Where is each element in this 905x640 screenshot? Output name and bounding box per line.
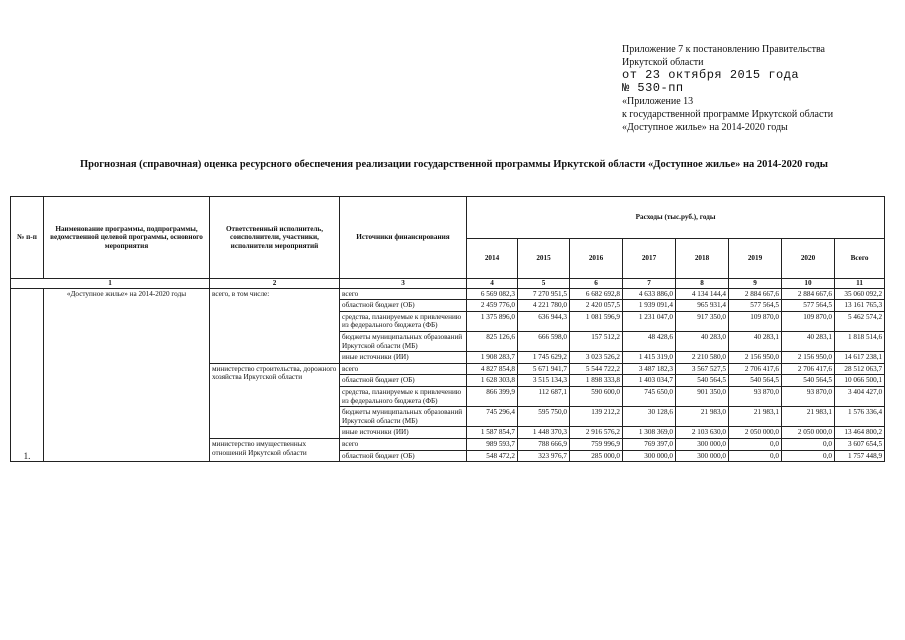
value-cell: 540 564,5	[676, 375, 729, 387]
value-cell: 40 283,0	[676, 331, 729, 351]
column-number: 10	[782, 279, 835, 289]
value-cell: 2 050 000,0	[729, 427, 782, 439]
value-cell: 3 567 527,5	[676, 363, 729, 375]
header-year: 2020	[782, 239, 835, 279]
header-year: 2019	[729, 239, 782, 279]
source-cell: всего	[340, 438, 467, 450]
value-cell: 139 212,2	[570, 407, 623, 427]
value-cell: 590 600,0	[570, 386, 623, 406]
column-number: 4	[467, 279, 518, 289]
value-cell: 5 544 722,2	[570, 363, 623, 375]
value-cell: 21 983,0	[676, 407, 729, 427]
column-number: 1	[11, 279, 210, 289]
value-cell: 4 827 854,8	[467, 363, 518, 375]
table-row	[11, 288, 885, 300]
value-cell: 1 415 319,0	[623, 352, 676, 364]
value-cell: 788 666,9	[518, 438, 570, 450]
value-cell: 157 512,2	[570, 331, 623, 351]
executor-cell: всего, в том числе:	[210, 288, 340, 363]
value-cell: 10 066 500,1	[835, 375, 885, 387]
value-cell: 1 908 283,7	[467, 352, 518, 364]
document-title: Прогнозная (справочная) оценка ресурсного обеспечения реализации государственной программы Иркутской области «Доступное жилье» на 2014-2020 годы	[80, 159, 828, 170]
value-cell: 1 375 896,0	[467, 311, 518, 331]
executor-cell: министерство строительства, дорожного хозяйства Иркутской области	[210, 363, 340, 438]
source-cell: иные источники (ИИ)	[340, 427, 467, 439]
column-number: 9	[729, 279, 782, 289]
header-year: 2016	[570, 239, 623, 279]
value-cell: 636 944,3	[518, 311, 570, 331]
value-cell: 4 134 144,4	[676, 288, 729, 300]
value-cell: 109 870,0	[729, 311, 782, 331]
value-cell: 5 671 941,7	[518, 363, 570, 375]
value-cell: 21 983,1	[729, 407, 782, 427]
value-cell: 14 617 238,1	[835, 352, 885, 364]
value-cell: 5 462 574,2	[835, 311, 885, 331]
source-cell: бюджеты муниципальных образований Иркутской области (МБ)	[340, 407, 467, 427]
value-cell: 0,0	[782, 438, 835, 450]
value-cell: 1 818 514,6	[835, 331, 885, 351]
header-executor: Ответственный исполнитель, соисполнители, участники, исполнители мероприятий	[210, 197, 340, 279]
value-cell: 3 023 526,2	[570, 352, 623, 364]
value-cell: 6 569 082,3	[467, 288, 518, 300]
value-cell: 548 472,2	[467, 450, 518, 462]
appendix-header	[622, 43, 833, 134]
value-cell: 3 487 182,3	[623, 363, 676, 375]
row-number: 1.	[11, 288, 44, 462]
value-cell: 540 564,5	[782, 375, 835, 387]
value-cell: 40 283,1	[782, 331, 835, 351]
value-cell: 35 060 092,2	[835, 288, 885, 300]
value-cell: 1 939 091,4	[623, 300, 676, 312]
header-expenses: Расходы (тыс.руб.), годы	[467, 197, 885, 239]
value-cell: 2 706 417,6	[782, 363, 835, 375]
value-cell: 2 706 417,6	[729, 363, 782, 375]
value-cell: 2 156 950,0	[729, 352, 782, 364]
value-cell: 1 757 448,9	[835, 450, 885, 462]
value-cell: 1 745 629,2	[518, 352, 570, 364]
value-cell: 13 161 765,3	[835, 300, 885, 312]
appendix-line-6: к государственной программе Иркутской области	[622, 109, 834, 120]
value-cell: 1 231 047,0	[623, 311, 676, 331]
header-sources: Источники финансирования	[340, 197, 467, 279]
value-cell: 21 983,1	[782, 407, 835, 427]
value-cell: 901 350,0	[676, 386, 729, 406]
value-cell: 1 403 034,7	[623, 375, 676, 387]
column-number: 6	[570, 279, 623, 289]
value-cell: 285 000,0	[570, 450, 623, 462]
source-cell: средства, планируемые к привлечению из федерального бюджета (ФБ)	[340, 386, 467, 406]
value-cell: 93 870,0	[782, 386, 835, 406]
header-year: 2018	[676, 239, 729, 279]
value-cell: 2 103 630,0	[676, 427, 729, 439]
value-cell: 2 884 667,6	[729, 288, 782, 300]
value-cell: 112 687,1	[518, 386, 570, 406]
value-cell: 745 650,0	[623, 386, 676, 406]
value-cell: 323 976,7	[518, 450, 570, 462]
value-cell: 989 593,7	[467, 438, 518, 450]
source-cell: областной бюджет (ОБ)	[340, 300, 467, 312]
column-number: 11	[835, 279, 885, 289]
column-number: 3	[340, 279, 467, 289]
value-cell: 48 428,6	[623, 331, 676, 351]
source-cell: областной бюджет (ОБ)	[340, 375, 467, 387]
column-number: 8	[676, 279, 729, 289]
executor-cell: министерство имущественных отношений Иркутской области	[210, 438, 340, 461]
value-cell: 1 448 370,3	[518, 427, 570, 439]
value-cell: 300 000,0	[623, 450, 676, 462]
value-cell: 577 564,5	[729, 300, 782, 312]
appendix-line-5: «Приложение 13	[622, 96, 694, 107]
value-cell: 7 270 951,5	[518, 288, 570, 300]
resource-table	[10, 196, 885, 462]
column-number: 5	[518, 279, 570, 289]
value-cell: 2 884 667,6	[782, 288, 835, 300]
value-cell: 109 870,0	[782, 311, 835, 331]
value-cell: 3 404 427,0	[835, 386, 885, 406]
header-year: 2015	[518, 239, 570, 279]
value-cell: 30 128,6	[623, 407, 676, 427]
source-cell: средства, планируемые к привлечению из федерального бюджета (ФБ)	[340, 311, 467, 331]
value-cell: 2 210 580,0	[676, 352, 729, 364]
value-cell: 300 000,0	[676, 438, 729, 450]
value-cell: 6 682 692,8	[570, 288, 623, 300]
value-cell: 4 221 780,0	[518, 300, 570, 312]
value-cell: 759 996,9	[570, 438, 623, 450]
value-cell: 13 464 800,2	[835, 427, 885, 439]
appendix-number: № 530-пп	[622, 81, 684, 95]
value-cell: 595 750,0	[518, 407, 570, 427]
header-year: 2017	[623, 239, 676, 279]
header-name: Наименование программы, подпрограммы, ведомственной целевой программы, основного мероприятия	[44, 197, 210, 279]
value-cell: 1 081 596,9	[570, 311, 623, 331]
appendix-line-7: «Доступное жилье» на 2014-2020 годы	[622, 122, 788, 133]
value-cell: 2 420 057,5	[570, 300, 623, 312]
appendix-line-1: Приложение 7 к постановлению Правительства	[622, 44, 825, 55]
value-cell: 28 512 063,7	[835, 363, 885, 375]
header-num: № п-п	[11, 197, 44, 279]
value-cell: 3 515 134,3	[518, 375, 570, 387]
source-cell: всего	[340, 288, 467, 300]
appendix-date: от 23 октября 2015 года	[622, 68, 800, 82]
value-cell: 866 399,9	[467, 386, 518, 406]
value-cell: 93 870,0	[729, 386, 782, 406]
value-cell: 2 459 776,0	[467, 300, 518, 312]
value-cell: 3 607 654,5	[835, 438, 885, 450]
header-year: 2014	[467, 239, 518, 279]
value-cell: 577 564,5	[782, 300, 835, 312]
source-cell: иные источники (ИИ)	[340, 352, 467, 364]
value-cell: 540 564,5	[729, 375, 782, 387]
value-cell: 769 397,0	[623, 438, 676, 450]
value-cell: 1 628 303,8	[467, 375, 518, 387]
source-cell: всего	[340, 363, 467, 375]
appendix-line-2: Иркутской области	[622, 57, 704, 68]
value-cell: 4 633 886,0	[623, 288, 676, 300]
value-cell: 1 308 369,0	[623, 427, 676, 439]
value-cell: 1 898 333,8	[570, 375, 623, 387]
value-cell: 0,0	[782, 450, 835, 462]
value-cell: 917 350,0	[676, 311, 729, 331]
value-cell: 2 156 950,0	[782, 352, 835, 364]
program-name: «Доступное жилье» на 2014-2020 годы	[44, 288, 210, 462]
value-cell: 0,0	[729, 438, 782, 450]
value-cell: 2 050 000,0	[782, 427, 835, 439]
value-cell: 745 296,4	[467, 407, 518, 427]
value-cell: 0,0	[729, 450, 782, 462]
header-year: Всего	[835, 239, 885, 279]
value-cell: 300 000,0	[676, 450, 729, 462]
value-cell: 825 126,6	[467, 331, 518, 351]
value-cell: 666 598,0	[518, 331, 570, 351]
value-cell: 965 931,4	[676, 300, 729, 312]
column-number: 2	[210, 279, 340, 289]
column-number: 7	[623, 279, 676, 289]
source-cell: областной бюджет (ОБ)	[340, 450, 467, 462]
value-cell: 40 283,1	[729, 331, 782, 351]
value-cell: 2 916 576,2	[570, 427, 623, 439]
value-cell: 1 587 854,7	[467, 427, 518, 439]
value-cell: 1 576 336,4	[835, 407, 885, 427]
source-cell: бюджеты муниципальных образований Иркутской области (МБ)	[340, 331, 467, 351]
